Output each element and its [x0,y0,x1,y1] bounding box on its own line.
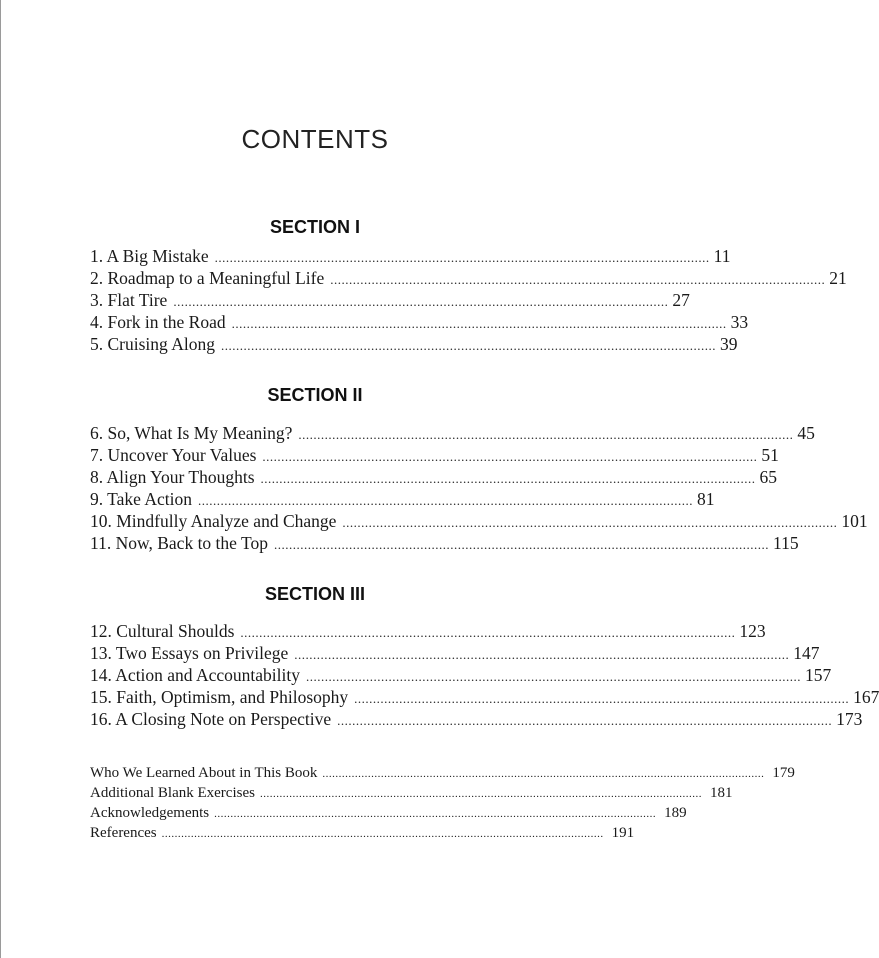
back-matter-entry[interactable] [90,823,635,843]
toc-list-section-1 [90,245,847,355]
toc-entry-page: 157 [804,665,832,685]
toc-entry[interactable] [90,466,778,488]
toc-entry[interactable] [90,444,779,466]
toc-entry[interactable] [90,642,820,664]
toc-entry-title: Additional Blank Exercises [90,785,255,801]
toc-entry-title: 9. Take Action [90,489,192,509]
dot-leader: .................................................................................................................................... [342,515,838,530]
toc-entry-page: 51 [761,445,779,465]
toc-entry-title: Acknowledgements [90,805,210,821]
toc-entry-page: 181 [709,785,733,801]
toc-entry-title: References [90,825,157,841]
toc-entry-title: 10. Mindfully Analyze and Change [90,511,337,531]
toc-entry-title: Who We Learned About in This Book [90,765,318,781]
toc-entry-title: 13. Two Essays on Privilege [90,643,289,663]
toc-entry-title: 15. Faith, Optimism, and Philosophy [90,687,349,707]
toc-entry[interactable] [90,664,832,686]
toc-entry-page: 33 [730,312,749,332]
toc-entry[interactable] [90,289,690,311]
dot-leader: .................................................................................................................................... [197,493,693,508]
toc-entry-title: 16. A Closing Note on Perspective [90,709,332,729]
toc-entry-title: 14. Action and Accountability [90,665,300,685]
toc-entry[interactable] [90,422,815,444]
toc-entry[interactable] [90,708,863,730]
toc-entry-page: 167 [853,687,879,707]
toc-list-section-3 [90,620,879,730]
toc-entry-page: 65 [759,467,778,487]
toc-entry[interactable] [90,488,715,510]
dot-leader: ........................................................................................................................................ [214,808,657,820]
dot-leader: .................................................................................................................................... [354,691,850,706]
section-heading-1: SECTION I [269,217,360,237]
back-matter-entry[interactable] [90,763,795,783]
toc-entry-page: 191 [611,825,635,841]
toc-list-section-2 [90,422,868,554]
toc-entry-title: 8. Align Your Thoughts [90,467,255,487]
dot-leader: ........................................................................................................................................ [322,768,765,780]
page-title: CONTENTS [241,124,389,154]
dot-leader: .................................................................................................................................... [231,316,727,331]
section-heading-2: SECTION II [267,385,363,405]
toc-entry[interactable] [90,333,738,355]
toc-entry-page: 39 [719,334,738,354]
toc-entry[interactable] [90,245,731,267]
toc-entry[interactable] [90,267,847,289]
back-matter-list [90,763,795,843]
toc-entry-page: 27 [672,290,690,310]
dot-leader: .................................................................................................................................... [173,294,669,309]
dot-leader: .................................................................................................................................... [305,669,801,684]
toc-entry-page: 173 [836,709,863,729]
toc-entry[interactable] [90,532,799,554]
toc-entry-page: 189 [664,805,687,821]
toc-entry-title: 12. Cultural Shoulds [90,621,235,641]
dot-leader: .................................................................................................................................... [273,537,769,552]
toc-entry-title: 7. Uncover Your Values [90,445,257,465]
toc-entry-title: 3. Flat Tire [90,290,168,310]
toc-entry[interactable] [90,686,879,708]
dot-leader: .................................................................................................................................... [294,647,790,662]
dot-leader: .................................................................................................................................... [330,272,826,287]
dot-leader: .................................................................................................................................... [262,449,758,464]
toc-entry-title: 4. Fork in the Road [90,312,226,332]
toc-entry-title: 6. So, What Is My Meaning? [90,423,293,443]
dot-leader: .................................................................................................................................... [214,250,710,265]
toc-entry-title: 1. A Big Mistake [90,246,209,266]
toc-entry-page: 115 [772,533,799,553]
dot-leader: .................................................................................................................................... [337,713,833,728]
toc-entry-page: 11 [713,246,731,266]
toc-entry[interactable] [90,510,868,532]
toc-entry[interactable] [90,620,766,642]
toc-entry-page: 21 [829,268,847,288]
section-heading-3: SECTION III [264,584,365,604]
toc-entry[interactable] [90,311,749,333]
dot-leader: .................................................................................................................................... [240,625,736,640]
toc-entry-title: 2. Roadmap to a Meaningful Life [90,268,325,288]
toc-entry-page: 123 [739,621,766,641]
toc-entry-page: 147 [793,643,820,663]
toc-entry-page: 45 [797,423,815,443]
back-matter-entry[interactable] [90,783,733,803]
back-matter-entry[interactable] [90,803,687,823]
dot-leader: .................................................................................................................................... [298,427,794,442]
toc-entry-title: 5. Cruising Along [90,334,215,354]
dot-leader: .................................................................................................................................... [260,471,756,486]
toc-entry-page: 101 [841,511,868,531]
toc-entry-title: 11. Now, Back to the Top [90,533,268,553]
dot-leader: ........................................................................................................................................ [161,828,604,840]
toc-entry-page: 81 [696,489,715,509]
dot-leader: ........................................................................................................................................ [259,788,702,800]
toc-entry-page: 179 [772,765,795,781]
dot-leader: .................................................................................................................................... [220,338,716,353]
